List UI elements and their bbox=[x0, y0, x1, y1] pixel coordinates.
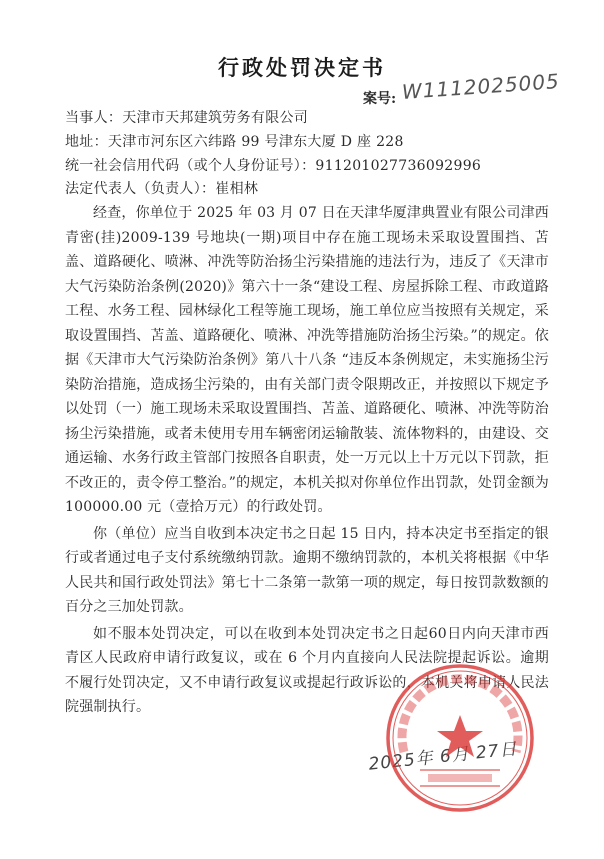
paragraph-payment: 你（单位）应当自收到本决定书之日起 15 日内，持本决定书至指定的银行或者通过电子支付系统缴纳罚款。逾期不缴纳罚款的，本机关将根据《中华人民共和国行政处罚法》第七十二条第一款第一项的规定，每日按罚款数额的百分之三加处罚款。 bbox=[65, 525, 549, 615]
case-number-label: 案号: bbox=[363, 91, 397, 107]
party-line: 当事人：天津市天邦建筑劳务有限公司 bbox=[65, 110, 309, 126]
address-line: 地址：天津市河东区六纬路 99 号津东大厦 D 座 228 bbox=[65, 134, 404, 150]
credit-code-line: 统一社会信用代码（或个人身份证号）：911201027736092996 bbox=[65, 158, 482, 174]
document-body bbox=[65, 201, 549, 720]
official-seal-icon bbox=[382, 660, 538, 816]
document-title: 行政处罚决定书 bbox=[218, 55, 386, 80]
paragraph-findings: 经查，你单位于 2025 年 03 月 07 日在天津华厦津典置业有限公司津西青密(挂)2009-139 号地块(一期)项目中存在施工现场未采取设置围挡、苫盖、道路硬化、喷淋、冲洗等防治扬尘污染措施的违法行为，违反了《天津市大气污染防治条例(2020)》第六十一条“建设工程、房屋拆除工程、市政道路工程、水务工程、园林绿化工程等施工现场，施工单位应当按照有关规定，采取设置围挡、苫盖、道路硬化、喷淋、冲洗等措施防治扬尘污染。”的规定。依据《天津市大气污染防治条例》第八十八条 “违反本条例规定，未实施扬尘污染防治措施，造成扬尘污染的，由有关部门责令限期改正，并按照以下规定予以处罚（一）施工现场未采取设置围挡、苫盖、道路硬化、喷淋、冲洗等防治扬尘污染措施，或者未使用专用车辆密闭运输散装、流体物料的，由建设、交通运输、水务行政主管部门按照各自职责，处一万元以上十万元以下罚款，拒不改正的，责令停工整治。”的规定，本机关拟对你单位作出罚款，处罚金额为 100000.00 元（壹拾万元）的行政处罚。 bbox=[65, 205, 549, 515]
case-number-handwritten: W1112025005 bbox=[401, 69, 561, 104]
issue-date: 2025年 6月 27日 bbox=[367, 739, 519, 775]
paragraph-appeal: 如不服本处罚决定，可以在收到本处罚决定书之日起60日内向天津市西青区人民政府申请行政复议，或在 6 个月内直接向人民法院提起诉讼。逾期不履行处罚决定，又不申请行政复议或提起行政诉讼的，本机关将申请人民法院强制执行。 bbox=[65, 625, 549, 715]
legal-rep-line: 法定代表人（负责人）：崔相林 bbox=[65, 181, 259, 197]
